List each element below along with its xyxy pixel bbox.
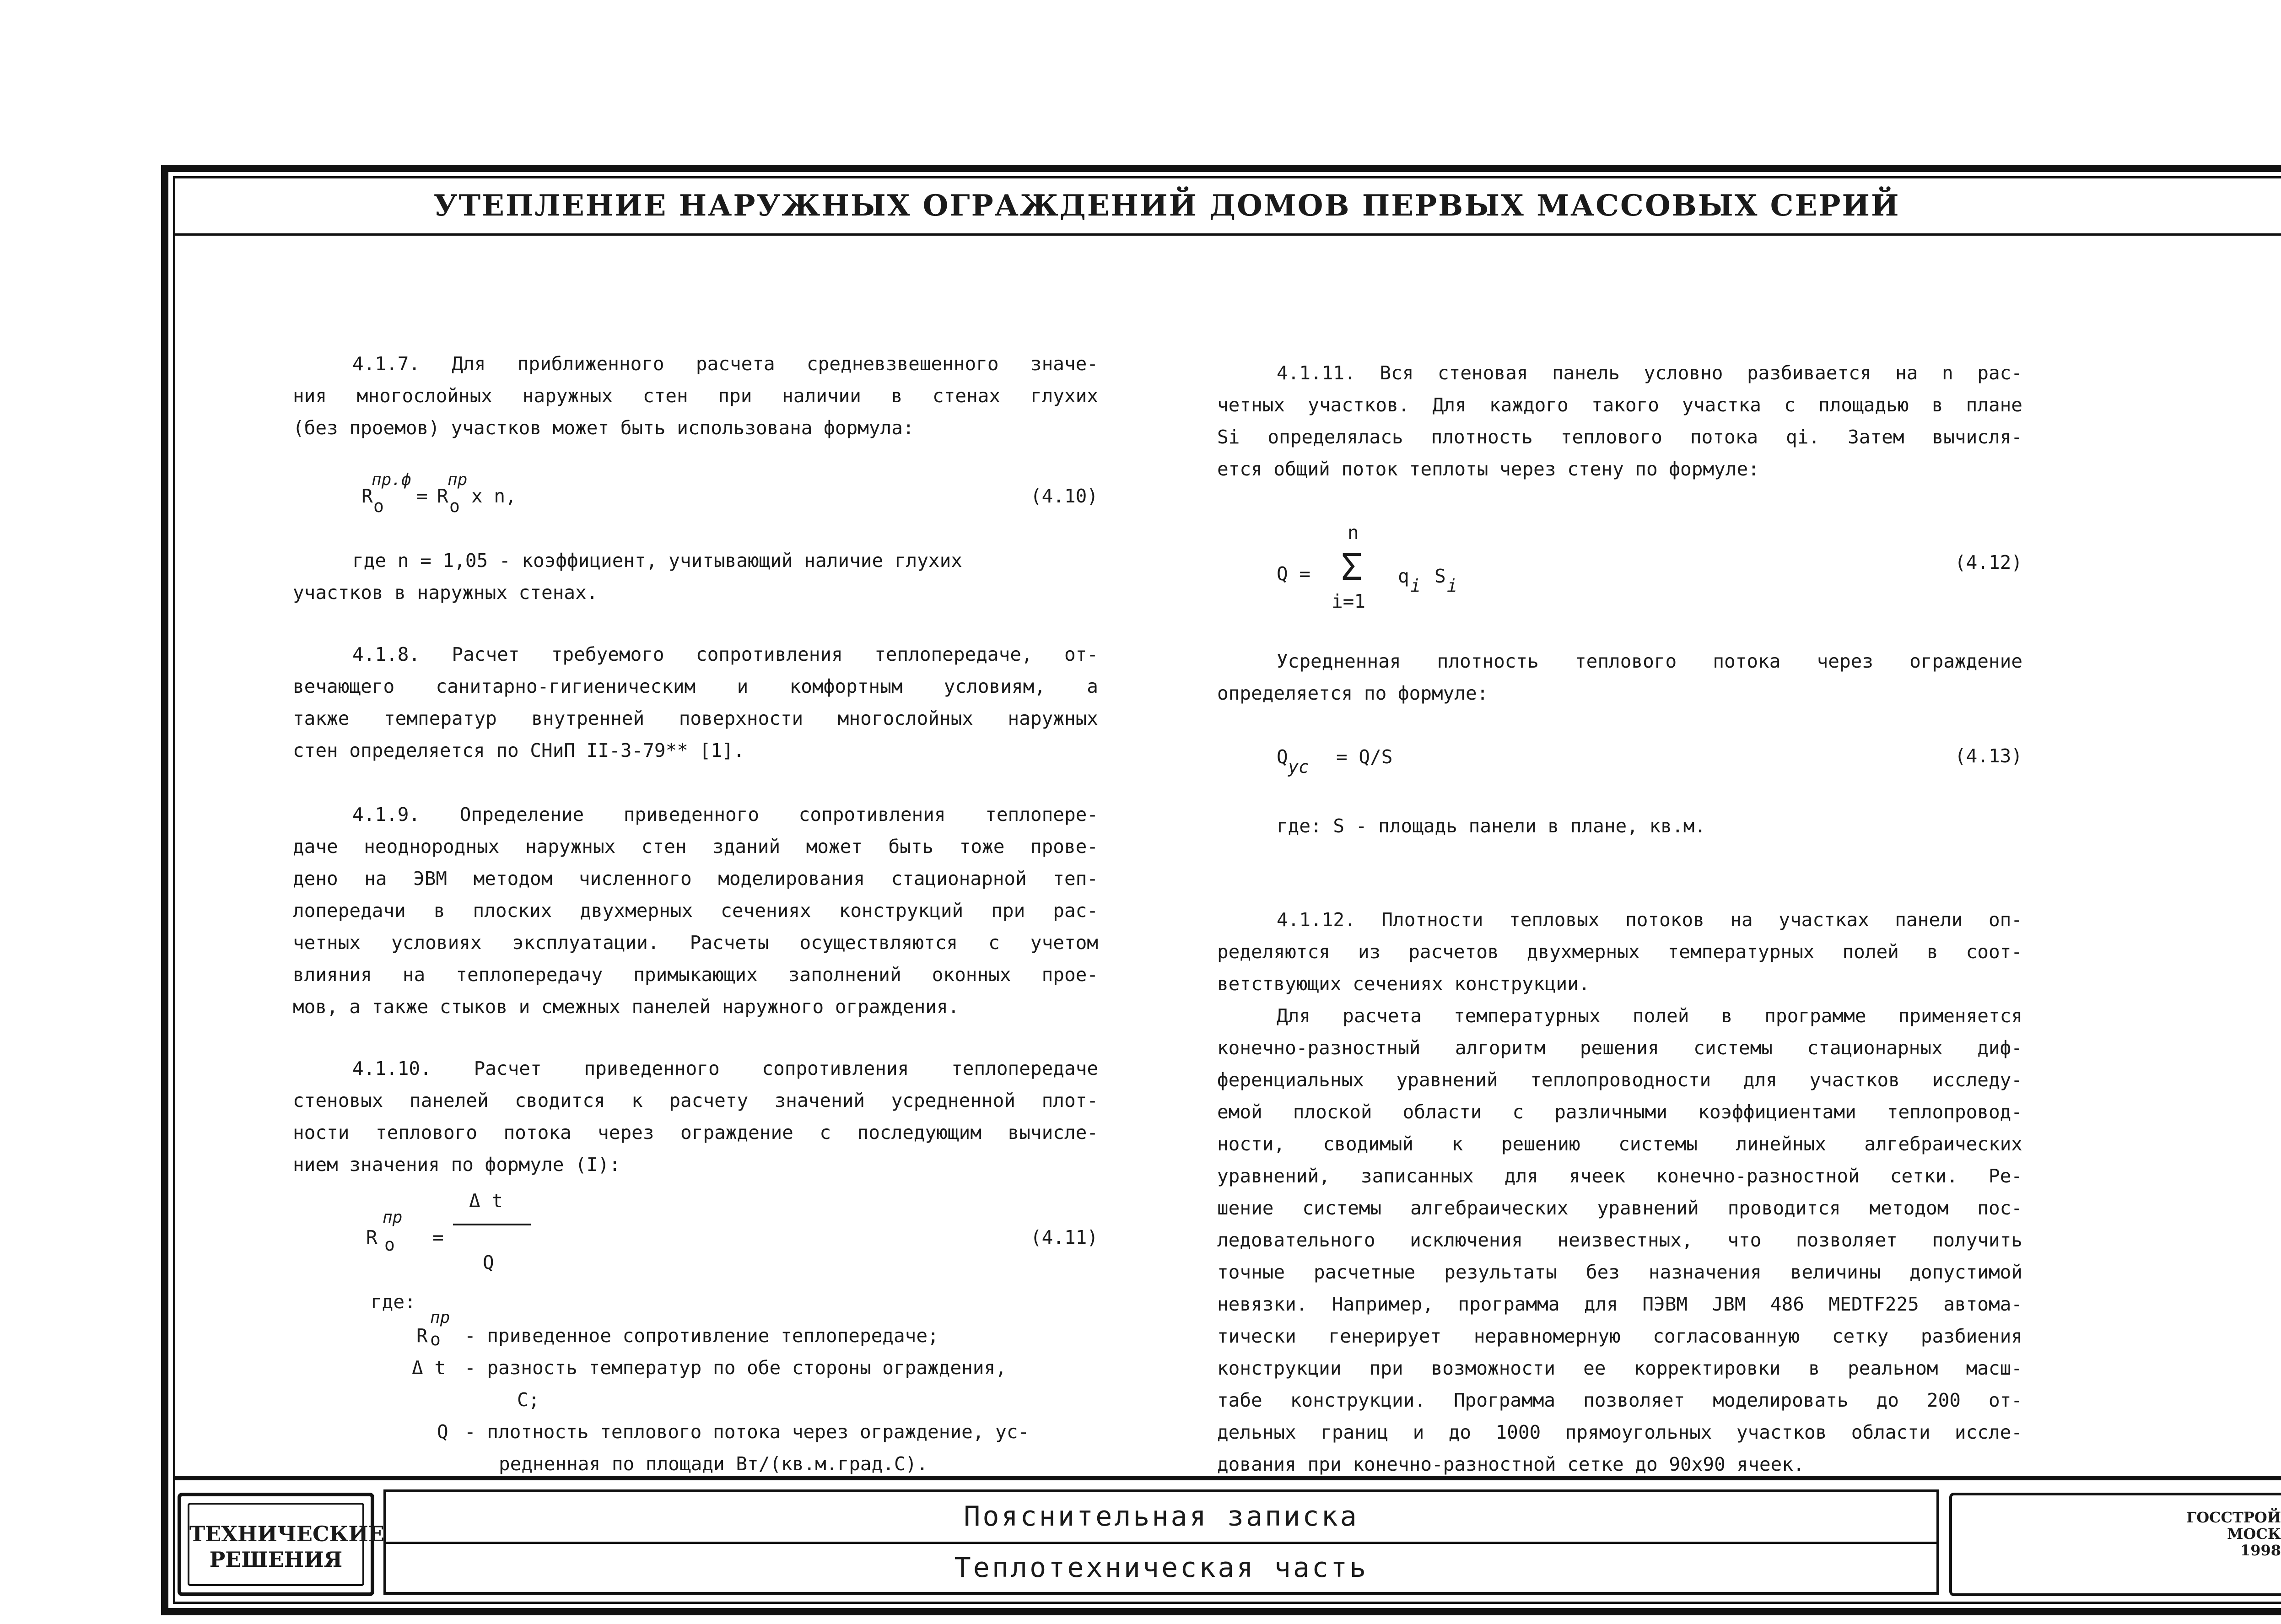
text-line: где n = 1,05 - коэффициент, учитывающий наличие глухих bbox=[352, 550, 962, 572]
text-line: вечающего санитарно-гигиеническим и комфортным условиям, а bbox=[293, 675, 1098, 697]
formula-tail: x n, bbox=[471, 485, 517, 507]
title-block-line-2: Теплотехническая часть bbox=[954, 1552, 1369, 1584]
text-line: четных участков. Для каждого такого участка с площадью в плане bbox=[1217, 394, 2022, 416]
text-line: лопередачи в плоских двухмерных сечениях конструкций при рас- bbox=[293, 900, 1098, 922]
formula-equals: = bbox=[432, 1226, 444, 1248]
average-density bbox=[1217, 645, 2022, 709]
section-4-1-10 bbox=[293, 1052, 1098, 1181]
text-line: дельных границ и до 1000 прямоугольных участков области иссле- bbox=[1217, 1421, 2022, 1443]
text-line: четных условиях эксплуатации. Расчеты осуществляются с учетом bbox=[293, 932, 1098, 954]
text-line: 4.1.10. Расчет приведенного сопротивления теплопередаче bbox=[352, 1057, 1098, 1079]
formula-4-13 bbox=[1277, 741, 2022, 782]
stamp-line: РЕШЕНИЯ bbox=[209, 1547, 343, 1572]
fraction-bar bbox=[453, 1224, 531, 1225]
section-4-1-7 bbox=[293, 348, 1098, 444]
text-line: 4.1.11. Вся стеновая панель условно разбивается на n рас- bbox=[1277, 362, 2022, 384]
definition-symbol: R bbox=[416, 1325, 428, 1347]
formula-subscript: о bbox=[373, 496, 384, 516]
formula-subscript: о bbox=[449, 496, 460, 516]
formula-4-12 bbox=[1277, 522, 2022, 622]
section-4-1-11 bbox=[1217, 357, 2022, 485]
formula-4-11 bbox=[366, 1181, 1098, 1286]
formula-subscript: о bbox=[384, 1235, 395, 1255]
text-line: ветствующих сечениях конструкции. bbox=[1217, 973, 1590, 995]
formula-superscript: пр bbox=[448, 470, 468, 489]
title-block bbox=[383, 1489, 1939, 1595]
formula-symbol: R bbox=[366, 1226, 377, 1248]
stamp-inner-border bbox=[188, 1503, 384, 1586]
definition-symbol: Δ t bbox=[412, 1357, 446, 1379]
definitions-4-11 bbox=[412, 1308, 1098, 1475]
text-line: нием значения по формуле (I): bbox=[293, 1154, 620, 1176]
sum-lower-limit: i=1 bbox=[1332, 590, 1366, 612]
text-line: где: S - площадь панели в плане, кв.м. bbox=[1277, 815, 1706, 837]
formula-subscript: ус bbox=[1288, 757, 1309, 777]
text-line: ности, сводимый к решению системы линейных алгебраических bbox=[1217, 1133, 2022, 1155]
formula-rhs: = Q/S bbox=[1336, 746, 1393, 768]
section-4-1-8 bbox=[293, 638, 1098, 766]
definition-text: - разность температур по обе стороны ограждения, bbox=[464, 1357, 1007, 1379]
fraction-numerator: Δ t bbox=[469, 1190, 503, 1212]
org-line: МОСК bbox=[2227, 1525, 2281, 1543]
text-line: шение системы алгебраических уравнений проводится методом пос- bbox=[1217, 1197, 2022, 1219]
formula-subscript: i bbox=[1410, 576, 1421, 596]
definition-text: C; bbox=[517, 1389, 540, 1411]
title-rule bbox=[173, 233, 2281, 236]
formula-subscript: i bbox=[1447, 576, 1457, 596]
text-line: стеновых панелей сводится к расчету значений усредненной плот- bbox=[293, 1090, 1098, 1111]
where-4-10 bbox=[293, 545, 1098, 609]
text-line: где: bbox=[371, 1291, 416, 1313]
text-line: участков в наружных стенах. bbox=[293, 582, 598, 604]
equation-number: (4.11) bbox=[1030, 1226, 1098, 1248]
text-line: ледовательного исключения неизвестных, что позволяет получить bbox=[1217, 1229, 2022, 1251]
equation-number: (4.12) bbox=[1954, 551, 2022, 573]
org-line: ГОССТРОЙ bbox=[2186, 1509, 2281, 1526]
text-line: Усредненная плотность теплового потока через ограждение bbox=[1277, 650, 2022, 672]
formula-symbol: q bbox=[1398, 565, 1409, 587]
organization-block bbox=[1949, 1493, 2281, 1596]
text-line: емой плоской области с различными коэффициентами теплопровод- bbox=[1217, 1101, 2022, 1123]
text-line: точные расчетные результаты без назначения величины допустимой bbox=[1217, 1261, 2022, 1283]
where-4-13 bbox=[1217, 810, 2022, 842]
formula-symbol: R bbox=[361, 485, 373, 507]
formula-symbol: R bbox=[437, 485, 448, 507]
text-line: уравнений, записанных для ячеек конечно-разностной сетки. Ре- bbox=[1217, 1165, 2022, 1187]
document-title: УТЕПЛЕНИЕ НАРУЖНЫХ ОГРАЖДЕНИЙ ДОМОВ ПЕРВЫХ МАССОВЫХ СЕРИЙ bbox=[433, 189, 1900, 223]
title-block-line-1: Пояснительная записка bbox=[964, 1500, 1359, 1532]
definition-superscript: пр bbox=[430, 1308, 450, 1327]
equation-number: (4.13) bbox=[1954, 745, 2022, 767]
sum-upper-limit: n bbox=[1348, 522, 1359, 544]
text-line: дено на ЭВМ методом численного моделирования стационарной теп- bbox=[293, 868, 1098, 890]
text-line: табе конструкции. Программа позволяет моделировать до 200 от- bbox=[1217, 1389, 2022, 1411]
text-line: невязки. Например, программа для ПЭВМ JBM 486 MEDTF225 автома- bbox=[1217, 1293, 2022, 1315]
formula-equals: = bbox=[416, 485, 428, 507]
text-line: ния многослойных наружных стен при наличии в стенах глухих bbox=[293, 385, 1098, 407]
text-line: тически генерирует неравномерную согласованную сетку разбиения bbox=[1217, 1325, 2022, 1347]
text-line: 4.1.9. Определение приведенного сопротивления теплопере- bbox=[352, 804, 1098, 825]
technical-solutions-stamp bbox=[178, 1493, 384, 1596]
text-line: Для расчета температурных полей в программе применяется bbox=[1277, 1005, 2022, 1027]
org-line: 1998 bbox=[2240, 1542, 2281, 1559]
formula-symbol: Q bbox=[1277, 746, 1288, 768]
definition-text: редненная по площади Вт/(кв.м.град.С). bbox=[499, 1453, 928, 1475]
text-line: даче неоднородных наружных стен зданий может быть тоже прове- bbox=[293, 836, 1098, 858]
text-line: определяется по формуле: bbox=[1217, 682, 1488, 704]
text-line: ределяются из расчетов двухмерных температурных полей в соот- bbox=[1217, 941, 2022, 963]
fraction-denominator: Q bbox=[483, 1252, 494, 1273]
definition-text: - плотность теплового потока через ограждение, ус- bbox=[464, 1421, 1030, 1443]
text-line: конечно-разностный алгоритм решения системы стационарных диф- bbox=[1217, 1037, 2022, 1059]
text-line: влияния на теплопередачу примыкающих заполнений оконных прое- bbox=[293, 964, 1098, 986]
text-line: 4.1.7. Для приближенного расчета средневзвешенного значе- bbox=[352, 353, 1098, 375]
organization-text bbox=[2144, 1509, 2281, 1559]
text-line: (без проемов) участков может быть использована формула: bbox=[293, 417, 914, 439]
text-line: 4.1.8. Расчет требуемого сопротивления теплопередаче, от- bbox=[352, 643, 1098, 665]
section-4-1-9 bbox=[293, 799, 1098, 1023]
text-line: ется общий поток теплоты через стену по формуле: bbox=[1217, 458, 1759, 480]
section-4-1-12 bbox=[1217, 904, 2022, 1480]
formula-superscript: пр.ф bbox=[372, 470, 411, 489]
formula-lhs: Q = bbox=[1277, 563, 1311, 585]
text-line: ференциальных уравнений теплопроводности для участков исследу- bbox=[1217, 1069, 2022, 1091]
text-line: Si определялась плотность теплового потока qi. Затем вычисля- bbox=[1217, 426, 2022, 448]
text-line: также температур внутренней поверхности многослойных наружных bbox=[293, 707, 1098, 729]
text-line: дования при конечно-разностной сетке до 90x90 ячеек. bbox=[1217, 1453, 1805, 1475]
text-line: 4.1.12. Плотности тепловых потоков на участках панели оп- bbox=[1277, 909, 2022, 931]
stamp-line: ТЕХНИЧЕСКИЕ bbox=[189, 1521, 384, 1546]
definition-text: - приведенное сопротивление теплопередаче; bbox=[464, 1325, 939, 1347]
text-line: ности теплового потока через ограждение с последующим вычисле- bbox=[293, 1122, 1098, 1144]
text-line: стен определяется по СНиП II-3-79** [1]. bbox=[293, 739, 745, 761]
text-line: конструкции при возможности ее корректировки в реальном масш- bbox=[1217, 1357, 2022, 1379]
text-line: мов, а также стыков и смежных панелей наружного ограждения. bbox=[293, 996, 960, 1018]
formula-superscript: пр bbox=[383, 1208, 403, 1227]
definition-symbol: Q bbox=[437, 1421, 448, 1443]
formula-4-10 bbox=[361, 470, 1098, 526]
equation-number: (4.10) bbox=[1030, 485, 1098, 507]
sigma-icon: Σ bbox=[1341, 546, 1363, 588]
title-block-divider bbox=[386, 1542, 1936, 1544]
formula-symbol: S bbox=[1434, 565, 1446, 587]
definition-subscript: о bbox=[430, 1329, 441, 1349]
